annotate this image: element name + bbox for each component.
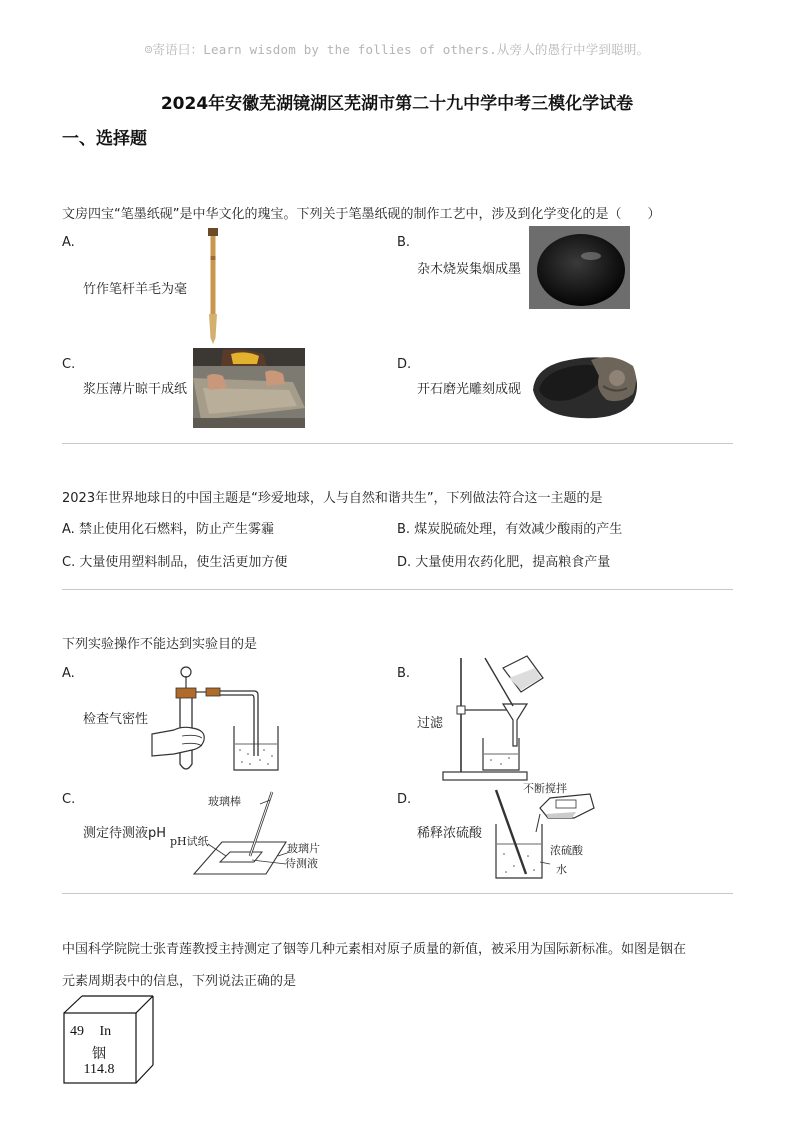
section-title: 一、选择题 <box>62 129 147 149</box>
q1-option-c-letter[interactable]: C. <box>62 357 76 372</box>
q1-option-d-text[interactable]: 开石磨光雕刻成砚 <box>417 382 522 397</box>
q2-option-d-text: 大量使用农药化肥，提高粮食产量 <box>415 555 611 570</box>
atomic-mass: 114.8 <box>83 1062 115 1077</box>
label-glass-rod: 玻璃棒 <box>208 795 241 808</box>
question-1-stem: 文房四宝“笔墨纸砚”是中华文化的瑰宝。下列关于笔墨纸砚的制作工艺中，涉及到化学变化的是（ ） <box>62 207 661 222</box>
q3-option-a-text[interactable]: 检查气密性 <box>83 712 149 727</box>
question-4-stem-line1: 中国科学院院士张青莲教授主持测定了铟等几种元素相对原子质量的新值，被采用为国际新标准。如图是铟在 <box>62 942 687 957</box>
q3-option-c-letter[interactable]: C. <box>62 792 76 807</box>
element-name: 铟 <box>92 1046 106 1062</box>
q2-option-d-letter: D. <box>397 555 412 570</box>
q1-option-b-text[interactable]: 杂木烧炭集烟成墨 <box>417 262 522 277</box>
q1-option-a-letter[interactable]: A. <box>62 235 75 250</box>
element-symbol: In <box>99 1024 112 1039</box>
q2-option-a-text: 禁止使用化石燃料，防止产生雾霾 <box>78 522 274 537</box>
dilution-diagram <box>490 784 600 880</box>
divider <box>62 589 733 590</box>
divider <box>62 443 733 444</box>
q2-option-b-text: 煤炭脱硫处理，有效减少酸雨的产生 <box>414 522 623 537</box>
q3-option-c-text[interactable]: 测定待测液pH <box>83 826 167 841</box>
question-2-stem: 2023年世界地球日的中国主题是“珍爱地球，人与自然和谐共生”，下列做法符合这一主题的是 <box>62 491 603 506</box>
label-test-liquid: 待测液 <box>285 857 318 870</box>
q2-option-b-letter: B. <box>397 522 411 537</box>
q2-option-b[interactable] <box>397 518 622 537</box>
question-4-stem-line2: 元素周期表中的信息，下列说法正确的是 <box>62 974 297 989</box>
label-glass-slide: 玻璃片 <box>287 842 320 855</box>
q3-option-a-letter[interactable]: A. <box>62 666 75 681</box>
q2-option-a[interactable] <box>62 518 274 537</box>
element-header <box>70 1024 136 1040</box>
filtration-diagram <box>443 656 548 784</box>
page-title: 2024年安徽芜湖镜湖区芜湖市第二十九中学中考三模化学试卷 <box>160 94 634 114</box>
question-3-stem: 下列实验操作不能达到实验目的是 <box>62 637 258 652</box>
label-ph-paper: pH试纸 <box>170 835 209 848</box>
label-stir: 不断搅拌 <box>523 782 567 795</box>
inkstone-image <box>529 350 641 422</box>
q2-option-a-letter: A. <box>62 522 75 537</box>
ink-image <box>529 226 630 309</box>
q3-option-b-letter[interactable]: B. <box>397 666 411 681</box>
q2-option-c-letter: C. <box>62 555 76 570</box>
q1-option-c-text[interactable]: 浆压薄片晾干成纸 <box>83 382 188 397</box>
q2-option-c[interactable] <box>62 551 287 570</box>
paper-making-image <box>193 348 305 428</box>
atomic-number: 49 <box>70 1024 84 1039</box>
q2-option-c-text: 大量使用塑料制品，使生活更加方便 <box>79 555 288 570</box>
airtightness-diagram <box>152 664 282 776</box>
label-water: 水 <box>556 863 567 876</box>
q3-option-d-letter[interactable]: D. <box>397 792 412 807</box>
q1-option-a-text[interactable]: 竹作笔杆羊毛为毫 <box>83 282 188 297</box>
q3-option-d-text[interactable]: 稀释浓硫酸 <box>417 826 483 841</box>
q1-option-d-letter[interactable]: D. <box>397 357 412 372</box>
brush-image <box>198 226 228 346</box>
q1-option-b-letter[interactable]: B. <box>397 235 411 250</box>
q2-option-d[interactable] <box>397 551 610 570</box>
divider <box>62 893 733 894</box>
q3-option-b-text[interactable]: 过滤 <box>417 716 444 731</box>
watermark: ☺寄语曰：Learn wisdom by the follies of others.从旁人的愚行中学到聪明。 <box>144 42 650 57</box>
label-conc-acid: 浓硫酸 <box>550 844 583 857</box>
